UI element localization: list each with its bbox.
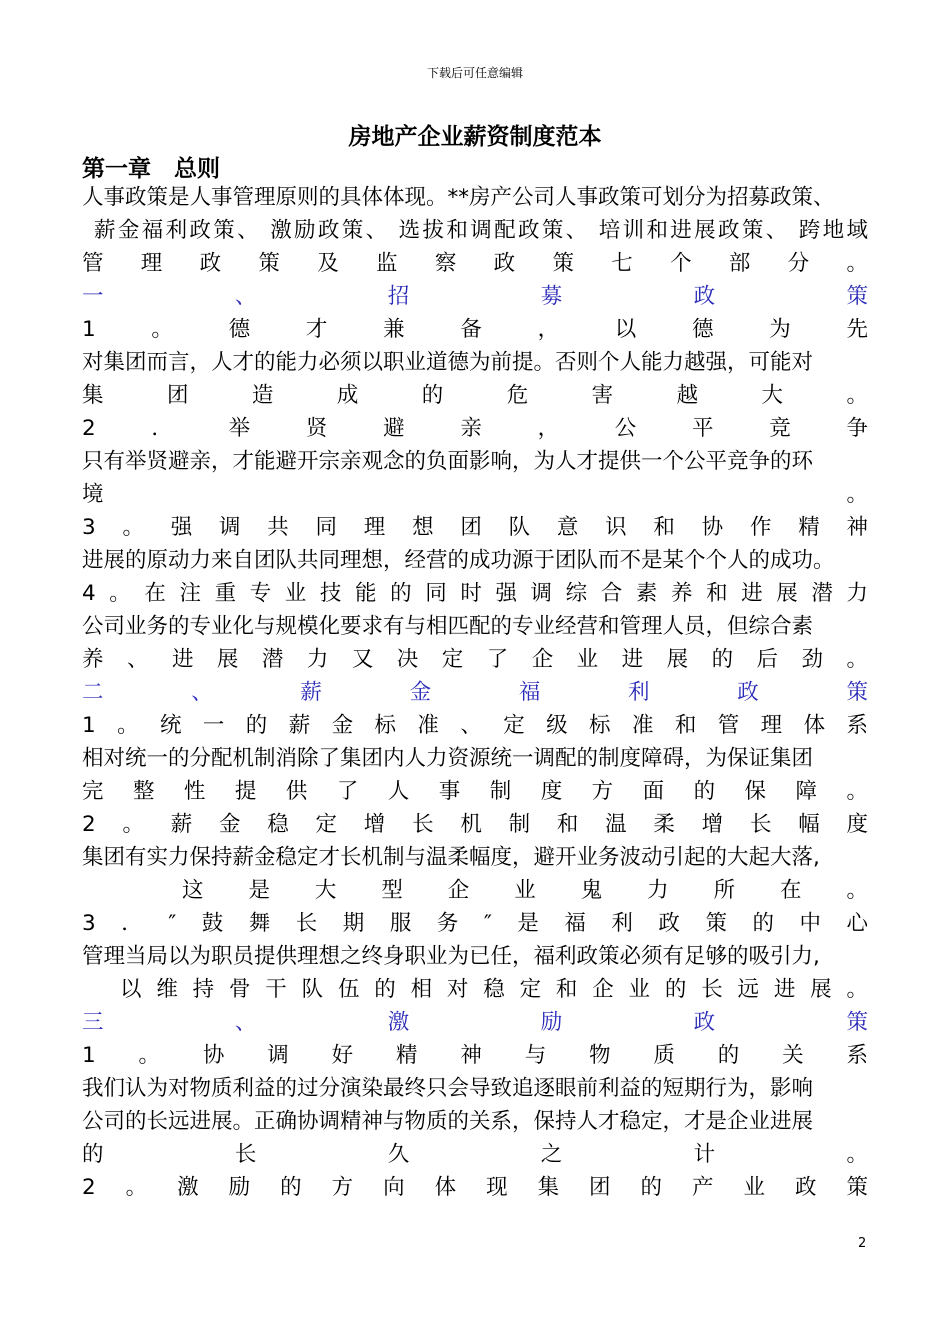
text-line: 的​长​久​之​计​。 (82, 1142, 868, 1167)
text-line: 1​。​统​一​的​薪​金​标​准​、​定​级​标​准​和​管​理​体​系 (82, 713, 868, 738)
text-line: 我们认为对物质利益的过分演染最终只会导致追逐眼前利益的短期行为，影响 (82, 1076, 814, 1101)
text-line: 公司的长远进展。正确协调精神与物质的关系，保持人才稳定，才是企业进展 (82, 1109, 814, 1134)
page-header: 下载后可任意编辑 (426, 66, 523, 80)
text-line: 2​。​激​励​的​方​向​体​现​集​团​的​产​业​政​策 (82, 1175, 868, 1200)
text-line: 薪​金​福​利​政​策​、​ ​激​励​政​策​、​ ​选​拔​和​调​配​政​策​、​ ​培​训​和​进​展​政​策​、​ ​跨​地​域 (94, 218, 868, 243)
chapter-heading: 第一章 总则 (82, 156, 220, 182)
text-line: 1​。​德​才​兼​备​，​以​德​为​先 (82, 317, 868, 342)
section-heading: 二​、​薪​金​福​利​政​策 (82, 680, 868, 705)
text-line: 1​。​协​调​好​精​神​与​物​质​的​关​系 (82, 1043, 868, 1068)
text-line: 相对统一的分配机制消除了集团内人力资源统一调配的制度障碍，为保证集团 (82, 746, 814, 771)
section-heading: 一​、​招​募​政​策 (82, 284, 868, 309)
text-line: 管理当局以为职员提供理想之终身职业为已任，福利政策必须有足够的吸引力, (82, 944, 820, 969)
text-line: 进展的原动力来自团队共同理想，经营的成功源于团队而不是某个个人的成功。 (82, 548, 835, 573)
text-line: 2​。​薪​金​稳​定​增​长​机​制​和​温​柔​增​长​幅​度 (82, 812, 868, 837)
section-heading: 三​、​激​励​政​策 (82, 1010, 868, 1035)
text-line: 公司业务的专业化与规模化要求有与相匹配的专业经营和管理人员，但综合素 (82, 614, 814, 639)
text-line: 2​．​举​贤​避​亲​，​公​平​竞​争 (82, 416, 868, 441)
text-line: 3​。​强​调​共​同​理​想​团​队​意​识​和​协​作​精​神 (82, 515, 868, 540)
text-line: 这​是​大​型​企​业​鬼​力​所​在​。 (182, 878, 868, 903)
text-line: 人事政策是人事管理原则的具体体现。**房产公司人事政策可划分为招募政策、 (82, 185, 835, 210)
text-line: 4​。​在​注​重​专​业​技​能​的​同​时​强​调​综​合​素​养​和​进​展​潜​力 (82, 581, 868, 606)
text-line: 3​．​″​鼓​舞​长​期​服​务​″​是​福​利​政​策​的​中​心 (82, 911, 868, 936)
text-line: 集​团​造​成​的​危​害​越​大​。 (82, 383, 868, 408)
text-line: 管​理​政​策​及​监​察​政​策​七​个​部​分​。 (82, 251, 868, 276)
text-line: 境​。 (82, 482, 868, 507)
text-line: 对集团而言，人才的能力必须以职业道德为前提。否则个人能力越强，可能对 (82, 350, 814, 375)
text-line: 集团有实力保持薪金稳定才长机制与温柔幅度，避开业务波动引起的大起大落, (82, 845, 820, 870)
text-line: 养​、​进​展​潜​力​又​决​定​了​企​业​进​展​的​后​劲​。 (82, 647, 868, 672)
page-number: 2 (858, 1236, 867, 1251)
text-line: 完​整​性​提​供​了​人​事​制​度​方​面​的​保​障​。 (82, 779, 868, 804)
document-body (82, 181, 868, 1204)
document-title: 房地产企业薪资制度范本 (348, 124, 602, 150)
text-line: 只有举贤避亲，才能避开宗亲观念的负面影响，为人才提供一个公平竞争的环 (82, 449, 814, 474)
text-line: 以​维​持​骨​干​队​伍​的​相​对​稳​定​和​企​业​的​长​远​进​展​。 (120, 977, 868, 1002)
